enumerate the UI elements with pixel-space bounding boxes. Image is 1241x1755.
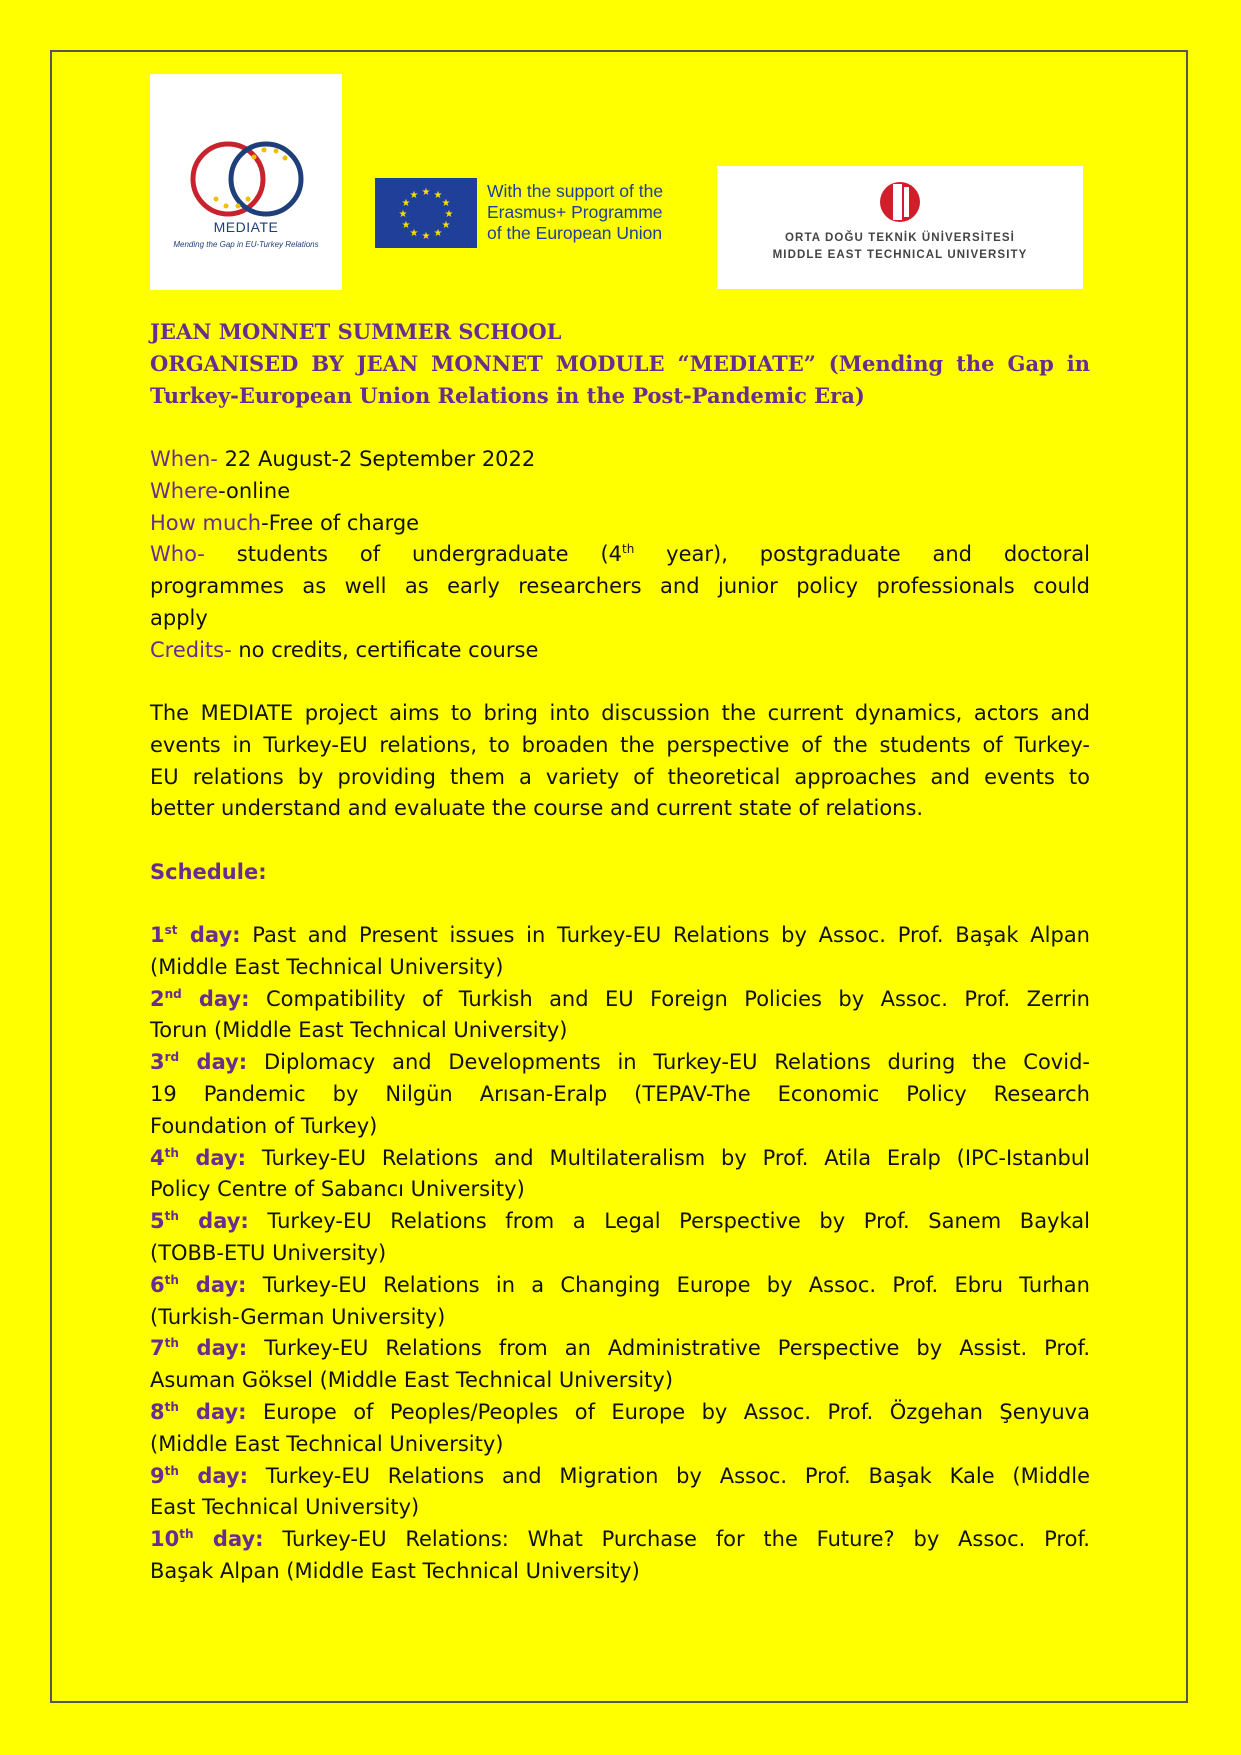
mediate-wordmark: MEDIATE xyxy=(213,219,279,235)
schedule-day-10: 10th day: Turkey-EU Relations: What Purchase for the Future? by Assoc. Prof. xyxy=(150,1527,1090,1552)
schedule-day-1: 1st day: Past and Present issues in Turkey-EU Relations by Assoc. Prof. Başak Alpan xyxy=(150,923,1090,947)
eu-flag-icon xyxy=(375,178,477,248)
schedule-day-7: 7th day: Turkey-EU Relations from an Administrative Perspective by Assist. Prof. xyxy=(150,1336,1090,1361)
schedule-day-3-cont: Foundation of Turkey) xyxy=(150,1113,378,1138)
schedule-day-5: 5th day: Turkey-EU Relations from a Legal Perspective by Prof. Sanem Baykal xyxy=(150,1209,1090,1234)
mediate-logo xyxy=(150,74,342,290)
schedule-day-4: 4th day: Turkey-EU Relations and Multilateralism by Prof. Atila Eralp (IPC-Istanbul xyxy=(150,1145,1090,1170)
schedule-day-3-cont: 19 Pandemic by Nilgün Arısan-Eralp (TEPAV-The Economic Policy Research xyxy=(150,1081,1090,1106)
event-details: When- 22 August-2 September 2022 Where-online How much-Free of charge Who- students of undergraduate (4th year), postgraduate and doctoral programmes as well as early researchers and junior policy professionals could apply Credits- no credits, certificate course xyxy=(150,444,1090,667)
metu-logo xyxy=(717,166,1083,289)
schedule-day-2-cont: Torun (Middle East Technical University) xyxy=(150,1018,568,1043)
eu-support-text: With the support of the Erasmus+ Programme of the European Union xyxy=(487,181,664,243)
schedule-day-4-cont: Policy Centre of Sabancı University) xyxy=(150,1177,525,1202)
intro-paragraph: The MEDIATE project aims to bring into discussion the current dynamics, actors and events in Turkey-EU relations, to broaden the perspective of the students of Turkey- EU relations by providing them a variety of theoretical approaches and events to better understand and evaluate the course and current state of relations. xyxy=(150,701,1090,821)
svg-text:★: ★ xyxy=(409,190,419,201)
metu-emblem-icon xyxy=(717,174,1083,234)
svg-text:★: ★ xyxy=(433,190,443,201)
schedule-day-9: 9th day: Turkey-EU Relations and Migration by Assoc. Prof. Başak Kale (Middle xyxy=(150,1463,1090,1488)
schedule-day-8: 8th day: Europe of Peoples/Peoples of Europe by Assoc. Prof. Özgehan Şenyuva xyxy=(150,1399,1090,1424)
schedule-day-7-cont: Asuman Göksel (Middle East Technical University) xyxy=(150,1368,674,1393)
schedule-day-1-cont: (Middle East Technical University) xyxy=(150,954,504,979)
svg-text:★: ★ xyxy=(421,231,431,242)
schedule-list xyxy=(150,920,1090,1588)
svg-text:★: ★ xyxy=(433,228,443,239)
metu-name-en: MIDDLE EAST TECHNICAL UNIVERSITY xyxy=(772,249,1028,261)
schedule-title: Schedule: xyxy=(150,860,267,884)
schedule-day-10-cont: Başak Alpan (Middle East Technical University) xyxy=(150,1558,640,1583)
page-title: JEAN MONNET SUMMER SCHOOL ORGANISED BY JEAN MONNET MODULE “MEDIATE” (Mending the Gap in Turkey-European Union Relations in the Post-Pandemic Era) xyxy=(150,319,1090,408)
detail-how-much: How much-Free of charge xyxy=(150,510,420,535)
svg-text:★: ★ xyxy=(398,209,408,220)
schedule-day-2: 2nd day: Compatibility of Turkish and EU Foreign Policies by Assoc. Prof. Zerrin xyxy=(150,986,1090,1011)
detail-credits: Credits- no credits, certificate course xyxy=(150,637,539,662)
svg-text:★: ★ xyxy=(421,187,431,198)
schedule-day-3: 3rd day: Diplomacy and Developments in Turkey-EU Relations during the Covid- xyxy=(150,1050,1090,1075)
svg-text:★: ★ xyxy=(441,198,451,209)
schedule-day-6: 6th day: Turkey-EU Relations in a Changing Europe by Assoc. Prof. Ebru Turhan xyxy=(150,1272,1090,1297)
mediate-tagline: Mending the Gap in EU-Turkey Relations xyxy=(173,240,319,249)
detail-when: When- 22 August-2 September 2022 xyxy=(150,447,536,471)
schedule-day-9-cont: East Technical University) xyxy=(150,1495,420,1520)
schedule-day-8-cont: (Middle East Technical University) xyxy=(150,1431,504,1456)
erasmus-logo xyxy=(375,178,695,250)
svg-text:★: ★ xyxy=(441,220,451,231)
schedule-day-6-cont: (Turkish-German University) xyxy=(150,1304,446,1329)
svg-text:★: ★ xyxy=(401,198,411,209)
schedule-day-5-cont: (TOBB-ETU University) xyxy=(150,1240,387,1265)
metu-name-tr: ORTA DOĞU TEKNİK ÜNİVERSİTESİ xyxy=(785,232,1015,244)
detail-where: Where-online xyxy=(150,478,291,503)
svg-text:★: ★ xyxy=(409,228,419,239)
detail-who: Who- students of undergraduate (4th year), postgraduate and doctoral xyxy=(150,542,1090,567)
mediate-rings-icon xyxy=(150,74,342,290)
svg-text:★: ★ xyxy=(401,220,411,231)
svg-text:★: ★ xyxy=(444,209,454,220)
